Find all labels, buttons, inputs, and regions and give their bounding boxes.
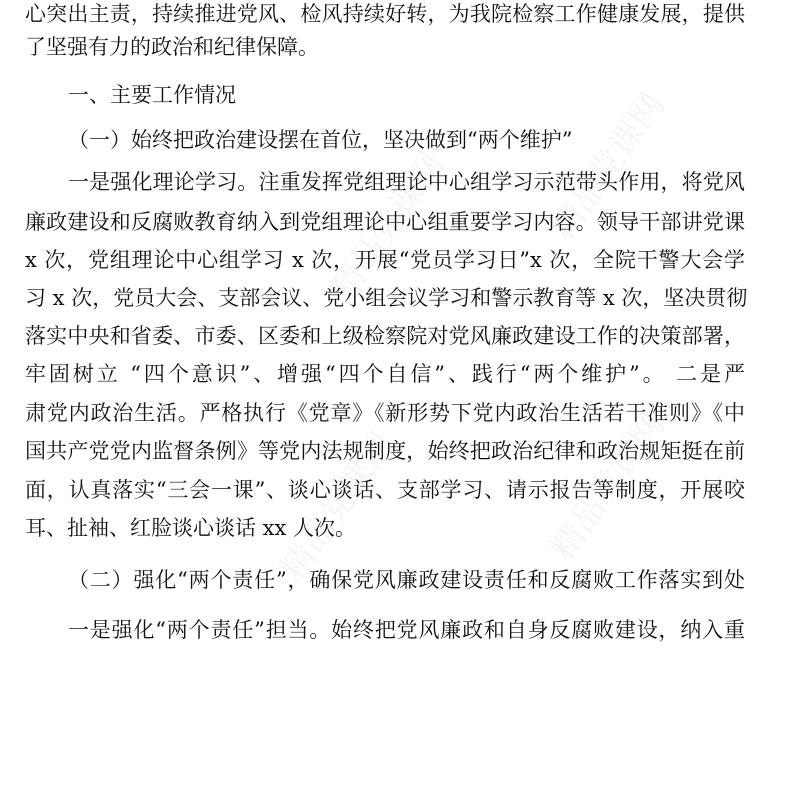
subsection-heading: （二）强化“两个责任”，确保党风廉政建设责任和反腐败工作落实到处 (68, 568, 745, 592)
paragraph-line: 耳、扯袖、红脸谈心谈话 xx 人次。 (25, 516, 357, 540)
watermark-text: 精品党课网 (272, 425, 404, 588)
paragraph-line: 落实中央和省委、市委、区委和上级检察院对党风廉政建设工作的决策部署， (25, 324, 745, 348)
paragraph-line: 面，认真落实“三会一课”、谈心谈话、支部学习、请示报告等制度，开展咬 (25, 478, 745, 502)
paragraph-line: 廉政建设和反腐败教育纳入到党组理论中心组重要学习内容。领导干部讲党课 (25, 210, 745, 234)
paragraph-line: 牢固树立 “四个意识”、增强“四个自信”、践行“两个维护”。 二是严 (25, 362, 745, 386)
paragraph-line: 肃党内政治生活。严格执行《党章》《新形势下党内政治生活若干准则》《中 (25, 401, 745, 425)
paragraph-line: 心突出主责，持续推进党风、检风持续好转，为我院检察工作健康发展，提供 (25, 2, 745, 26)
watermark-text: 精品党课网 (322, 145, 454, 308)
subsection-heading: （一）始终把政治建设摆在首位，坚决做到“两个维护” (68, 128, 573, 152)
watermark-text: 精品党课网 (542, 85, 674, 248)
paragraph-line: 习 x 次，党员大会、支部会议、党小组会议学习和警示教育等 x 次，坚决贯彻 (25, 286, 748, 310)
paragraph-line: 一是强化理论学习。注重发挥党组理论中心组学习示范带头作用，将党风 (68, 170, 745, 194)
paragraph-line: 国共产党党内监督条例》等党内法规制度，始终把政治纪律和政治规矩挺在前 (25, 439, 745, 463)
watermark-text: 精品党课网 (542, 405, 674, 568)
paragraph-line: x 次，党组理论中心组学习 x 次，开展“党员学习日”x 次，全院干警大会学 (25, 248, 745, 272)
paragraph-line: 一是强化“两个责任”担当。始终把党风廉政和自身反腐败建设，纳入重 (68, 618, 745, 642)
paragraph-line: 了坚强有力的政治和纪律保障。 (25, 35, 319, 59)
section-heading: 一、主要工作情况 (68, 83, 236, 107)
